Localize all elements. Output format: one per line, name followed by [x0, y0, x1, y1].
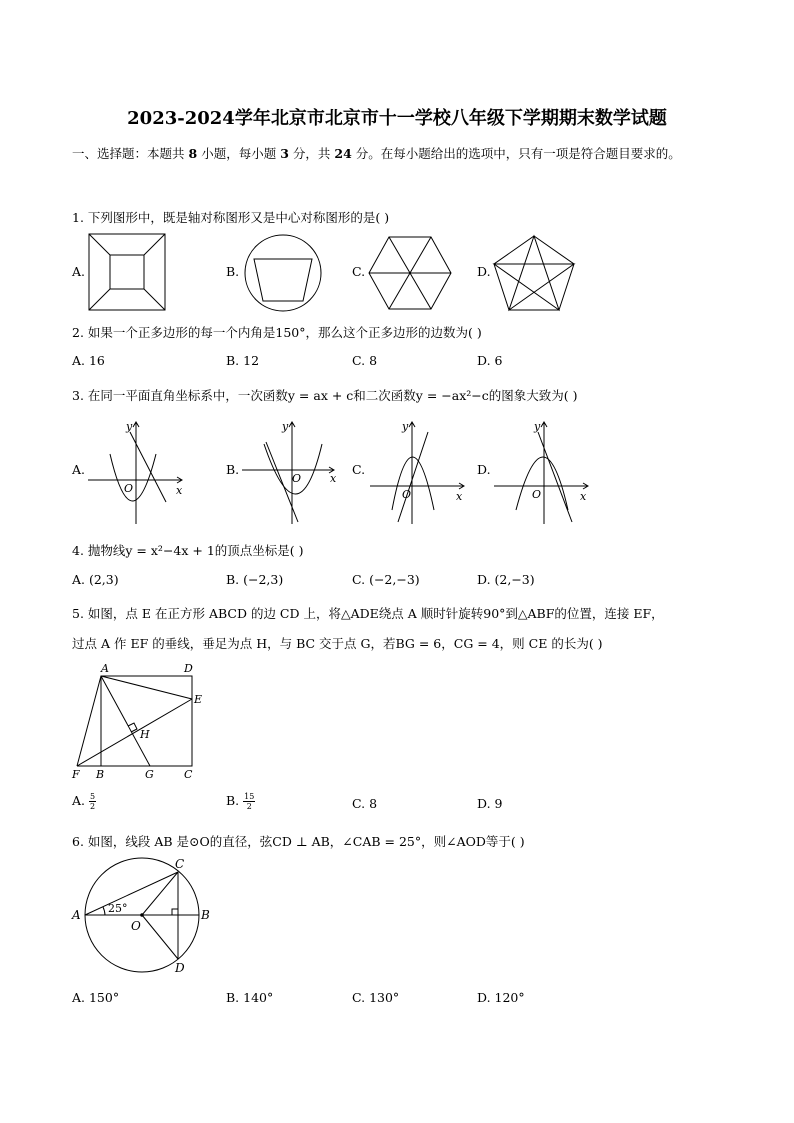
q5-option-c[interactable]: C. 8	[352, 796, 378, 811]
q1-figure-c	[368, 235, 452, 313]
graph-a-x-label: x	[176, 484, 183, 497]
label-e: E	[194, 693, 203, 706]
q6-option-c[interactable]: C. 130°	[352, 990, 400, 1005]
graph-d-y-label: y	[534, 420, 541, 433]
q5-option-a-fraction: $\frac{5}{2}$	[90, 792, 96, 811]
q5-option-d[interactable]: D. 9	[477, 796, 503, 811]
graph-a-y-label: y	[126, 420, 133, 433]
q2-option-b[interactable]: B. 12	[226, 353, 260, 368]
question-5-stem-line2: 过点 A 作 EF 的垂线，垂足为点 H，与 BC 交于点 G，若BG = 6，CG = 4，则 CE 的长为( )	[72, 636, 603, 651]
section-heading: 一、选择题：本题共 8 小题，每小题 3 分，共 24 分。在每小题给出的选项中，只有一项是符合题目要求的。	[72, 146, 681, 161]
question-2-stem: 2. 如果一个正多边形的每一个内角是150°，那么这个正多边形的边数为( )	[72, 325, 482, 340]
q1-option-d[interactable]: D.	[477, 264, 491, 279]
q3-graph-c	[368, 418, 468, 526]
question-6-stem: 6. 如图，线段 AB 是⊙O的直径，弦CD ⊥ AB，∠CAB = 25°，则∠AOD等于( )	[72, 834, 525, 849]
label-b: B	[96, 768, 105, 781]
q6-option-d[interactable]: D. 120°	[477, 990, 525, 1005]
q1-figure-d	[492, 234, 576, 314]
graph-b-origin-label: O	[292, 472, 302, 485]
graph-d-origin-label: O	[532, 488, 542, 501]
q4-option-b[interactable]: B. (−2,3)	[226, 572, 284, 587]
q1-option-b[interactable]: B.	[226, 264, 240, 279]
q5-option-b[interactable]: B. $\frac{15}{2}$	[226, 792, 255, 811]
q2-option-a[interactable]: A. 16	[72, 353, 105, 368]
graph-c-origin-label: O	[402, 488, 412, 501]
q3-option-b[interactable]: B.	[226, 462, 240, 477]
label-a: A	[101, 662, 109, 675]
q5-square-figure	[70, 660, 210, 780]
label-f: F	[72, 768, 80, 781]
q3-option-a[interactable]: A.	[72, 462, 86, 477]
q4-option-d[interactable]: D. (2,−3)	[477, 572, 535, 587]
label-o: O	[131, 919, 141, 933]
angle-label: 25°	[108, 902, 128, 915]
q1-option-c[interactable]: C.	[352, 264, 366, 279]
label-d: D	[175, 961, 185, 975]
q2-option-d[interactable]: D. 6	[477, 353, 503, 368]
question-4-stem: 4. 抛物线y = x²−4x + 1的顶点坐标是( )	[72, 543, 304, 558]
q6-option-b[interactable]: B. 140°	[226, 990, 274, 1005]
label-g: G	[145, 768, 154, 781]
graph-a-origin-label: O	[124, 482, 134, 495]
q1-figure-a	[88, 233, 168, 313]
q6-circle-figure	[70, 856, 220, 978]
label-d: D	[184, 662, 193, 675]
q3-graph-d	[492, 418, 592, 526]
q3-option-d[interactable]: D.	[477, 462, 491, 477]
page-title: 2023-2024学年北京市北京市十一学校八年级下学期期末数学试题	[127, 108, 667, 129]
q3-graph-a	[88, 418, 188, 526]
q5-option-a[interactable]: A. $\frac{5}{2}$	[72, 792, 96, 811]
graph-b-y-label: y	[282, 420, 289, 433]
label-c: C	[175, 857, 185, 871]
q4-option-a[interactable]: A. (2,3)	[72, 572, 119, 587]
q3-option-c[interactable]: C.	[352, 462, 366, 477]
graph-c-x-label: x	[456, 490, 463, 503]
question-3-stem: 3. 在同一平面直角坐标系中，一次函数y = ax + c和二次函数y = −ax²−c的图象大致为( )	[72, 388, 578, 403]
label-c: C	[184, 768, 193, 781]
graph-b-x-label: x	[330, 472, 337, 485]
question-1-stem: 1. 下列图形中，既是轴对称图形又是中心对称图形的是( )	[72, 210, 390, 225]
graph-d-x-label: x	[580, 490, 587, 503]
label-h: H	[140, 728, 150, 741]
q1-figure-b	[242, 233, 324, 315]
q2-option-c[interactable]: C. 8	[352, 353, 378, 368]
question-5-stem-line1: 5. 如图，点 E 在正方形 ABCD 的边 CD 上，将△ADE绕点 A 顺时针旋转90°到△ABF的位置，连接 EF，	[72, 606, 664, 621]
q5-option-b-fraction: $\frac{15}{2}$	[244, 792, 255, 811]
q3-graph-b	[242, 418, 342, 526]
q1-option-a[interactable]: A.	[72, 264, 86, 279]
graph-c-y-label: y	[402, 420, 409, 433]
label-a: A	[72, 908, 81, 922]
q6-option-a[interactable]: A. 150°	[72, 990, 120, 1005]
label-b: B	[201, 908, 210, 922]
q4-option-c[interactable]: C. (−2,−3)	[352, 572, 420, 587]
